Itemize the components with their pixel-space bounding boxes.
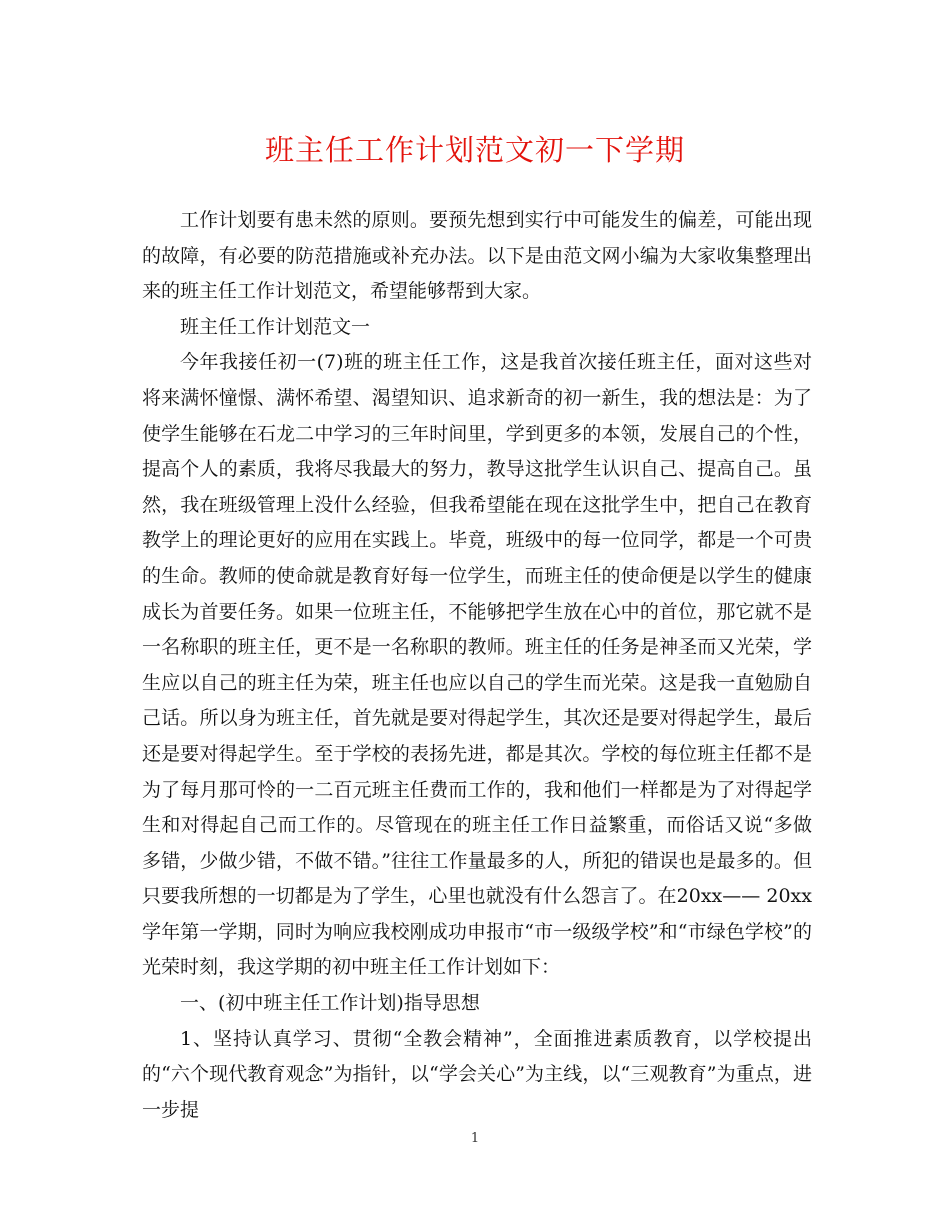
paragraph-main: 今年我接任初一(7)班的班主任工作，这是我首次接任班主任，面对这些对将来满怀憧憬、满怀希望、渴望知识、追求新奇的初一新生，我的想法是：为了使学生能够在石龙二中学习的三年时间里，学到更多的本领，发展自己的个性，提高个人的素质，我将尽我最大的努力，教导这批学生认识自己、提高自己。虽然，我在班级管理上没什么经验，但我希望能在现在这批学生中，把自己在教育教学上的理论更好的应用在实践上。毕竟，班级中的每一位同学，都是一个可贵的生命。教师的使命就是教育好每一位学生，而班主任的使命便是以学生的健康成长为首要任务。如果一位班主任，不能够把学生放在心中的首位，那它就不是一名称职的班主任，更不是一名称职的教师。班主任的任务是神圣而又光荣，学生应以自己的班主任为荣，班主任也应以自己的学生而光荣。这是我一直勉励自己话。所以身为班主任，首先就是要对得起学生，其次还是要对得起学生，最后还是要对得起学生。至于学校的表扬先进，都是其次。学校的每位班主任都不是为了每月那可怜的一二百元班主任费而工作的，我和他们一样都是为了对得起学生和对得起自己而工作的。尽管现在的班主任工作日益繁重，而俗话又说“多做多错，少做少错，不做不错。”往往工作量最多的人，所犯的错误也是最多的。但只要我所想的一切都是为了学生，心里也就没有什么怨言了。在20xx—— 20xx学年第一学期，同时为响应我校刚成功申报市“市一级级学校”和“市绿色学校”的光荣时刻，我这学期的初中班主任工作计划如下： xyxy=(142,351,812,979)
paragraph-subheading: 一、(初中班主任工作计划)指导思想 xyxy=(180,992,480,1015)
page-number: 1 xyxy=(470,1131,480,1146)
paragraph-intro: 工作计划要有患未然的原则。要预先想到实行中可能发生的偏差，可能出现的故障，有必要的防范措施或补充办法。以下是由范文网小编为大家收集整理出来的班主任工作计划范文，希望能够帮到大家。 xyxy=(142,209,812,303)
paragraph-item-1: 1、坚持认真学习、贯彻“全教会精神”，全面推进素质教育，以学校提出的“六个现代教育观念”为指针，以“学会关心”为主线，以“三观教育”为重点，进一步提 xyxy=(142,1027,812,1121)
document-title: 班主任工作计划范文初一下学期 xyxy=(264,133,685,167)
document-body xyxy=(142,203,812,1128)
paragraph-section-heading: 班主任工作计划范文一 xyxy=(180,315,371,338)
